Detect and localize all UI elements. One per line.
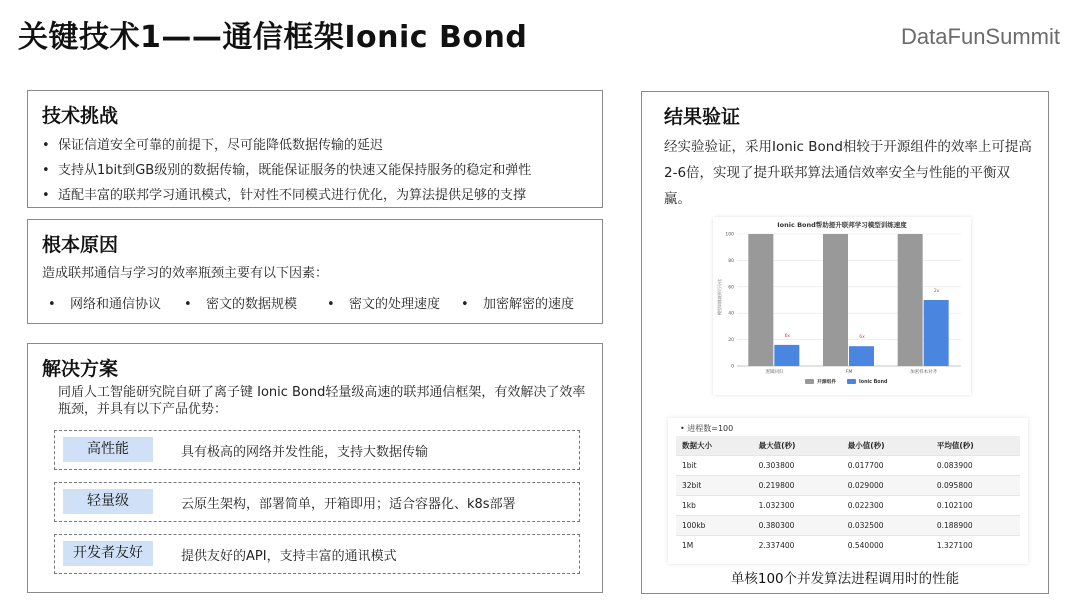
solution-panel — [27, 343, 603, 593]
table-cell: 0.022300 — [842, 495, 931, 515]
chart-title: Ionic Bond帮助提升联邦学习模型训练速度 — [777, 221, 907, 229]
speedup-chart-svg — [713, 217, 971, 395]
root-cause-title: 根本原因 — [42, 234, 119, 256]
table-cell: 1kb — [676, 495, 753, 515]
table-caption: 单核100个并发算法进程调用时的性能 — [730, 571, 960, 587]
chart-bar-ionic-bond — [774, 345, 799, 366]
table-cell: 0.095800 — [931, 475, 1020, 495]
solution-title: 解决方案 — [42, 358, 119, 380]
table-cell: 0.102100 — [931, 495, 1020, 515]
table-header-cell: 平均值(秒) — [931, 436, 1020, 455]
table-cell: 0.032500 — [842, 515, 931, 535]
table-header-row — [676, 436, 1020, 455]
table-cell: 1M — [676, 535, 753, 555]
table-header-cell: 最小值(秒) — [842, 436, 931, 455]
table-header-cell: 数据大小 — [676, 436, 753, 455]
challenge-panel — [27, 90, 603, 208]
table-cell: 0.380300 — [753, 515, 842, 535]
feature-tag: 轻量级 — [63, 489, 153, 514]
table-cell: 2.337400 — [753, 535, 842, 555]
root-cause-item: • 密文的处理速度 — [327, 297, 441, 312]
chart-annotation: 6x — [859, 335, 865, 341]
feature-desc: 提供友好的API，支持丰富的通讯模式 — [181, 549, 397, 564]
table-cell: 0.188900 — [931, 515, 1020, 535]
table-cell: 0.303800 — [753, 455, 842, 475]
chart-legend-label: 开源组件 — [817, 380, 837, 385]
chart-y-tick-label: 40 — [728, 311, 734, 317]
chart-annotation: 6x — [784, 333, 791, 339]
chart-bar-open-source — [748, 234, 773, 366]
chart-legend-label: Ionic Bond — [859, 380, 888, 385]
chart-category-label: 加密样本对齐 — [910, 370, 938, 375]
challenge-list — [42, 133, 531, 208]
performance-table-card — [668, 418, 1028, 564]
chart-annotation: 2x — [933, 289, 940, 294]
chart-bar-open-source — [823, 234, 848, 366]
root-cause-intro: 造成联邦通信与学习的效率瓶颈主要有以下因素： — [42, 266, 329, 281]
table-cell: 0.083900 — [931, 455, 1020, 475]
chart-y-tick-label: 100 — [725, 232, 734, 238]
chart-category-label: 逻辑回归 — [765, 370, 784, 375]
feature-desc: 云原生架构，部署简单，开箱即用；适合容器化、k8s部署 — [181, 497, 516, 512]
feature-high-performance — [54, 430, 580, 470]
table-cell: 0.017700 — [842, 455, 931, 475]
root-cause-panel — [27, 219, 603, 324]
feature-lightweight — [54, 482, 580, 522]
table-cell: 32bit — [676, 475, 753, 495]
root-cause-item: • 密文的数据规模 — [184, 297, 298, 312]
speedup-chart — [713, 217, 971, 395]
table-cell: 100kb — [676, 515, 753, 535]
challenge-title: 技术挑战 — [42, 105, 119, 127]
chart-legend-swatch — [805, 379, 814, 384]
table-cell: 0.219800 — [753, 475, 842, 495]
chart-bar-ionic-bond — [849, 346, 874, 366]
feature-tag: 开发者友好 — [63, 541, 153, 566]
chart-y-tick-label: 20 — [728, 338, 734, 344]
root-cause-item: • 加密解密的速度 — [461, 297, 575, 312]
root-cause-list — [48, 293, 574, 312]
feature-tag: 高性能 — [63, 437, 153, 462]
chart-y-tick-label: 80 — [728, 258, 734, 264]
chart-y-tick-label: 0 — [731, 364, 734, 370]
chart-bar-open-source — [898, 234, 923, 366]
table-row — [676, 495, 1020, 515]
challenge-item: • 适配丰富的联邦学习通讯模式，针对性不同模式进行优化，为算法提供足够的支撑 — [42, 183, 531, 208]
result-panel — [641, 91, 1049, 594]
result-text: 经实验验证，采用Ionic Bond相较于开源组件的效率上可提高2-6倍，实现了提升联邦算法通信效率安全与性能的平衡双赢。 — [664, 139, 1032, 207]
feature-developer-friendly — [54, 534, 580, 574]
challenge-item: • 保证信道安全可靠的前提下，尽可能降低数据传输的延迟 — [42, 133, 531, 158]
solution-intro: 同盾人工智能研究院自研了离子键 Ionic Bond轻量级高速的联邦通信框架，有效解决了效率瓶颈，并具有以下产品优势： — [58, 385, 586, 417]
slide-title: 关键技术1——通信框架Ionic Bond — [18, 20, 528, 55]
table-row — [676, 455, 1020, 475]
table-row — [676, 515, 1020, 535]
chart-y-tick-label: 60 — [728, 285, 734, 291]
table-row — [676, 535, 1020, 555]
table-cell: 0.029000 — [842, 475, 931, 495]
brand-logo-text: DataFunSummit — [901, 24, 1060, 49]
chart-legend-swatch — [847, 379, 856, 384]
chart-category-label: FM — [845, 370, 853, 375]
table-note: • 进程数=100 — [680, 424, 734, 433]
chart-y-label: 模型训练耗时百分比 — [717, 279, 722, 315]
root-cause-item: • 网络和通信协议 — [48, 297, 162, 312]
table-cell: 1.327100 — [931, 535, 1020, 555]
chart-bar-ionic-bond — [924, 300, 949, 366]
feature-desc: 具有极高的网络并发性能，支持大数据传输 — [181, 445, 429, 460]
table-row — [676, 475, 1020, 495]
table-cell: 1bit — [676, 455, 753, 475]
table-header-cell: 最大值(秒) — [753, 436, 842, 455]
result-title: 结果验证 — [664, 106, 741, 128]
table-cell: 0.540000 — [842, 535, 931, 555]
performance-table — [676, 436, 1020, 555]
challenge-item: • 支持从1bit到GB级别的数据传输，既能保证服务的快速又能保持服务的稳定和弹性 — [42, 158, 531, 183]
table-cell: 1.032300 — [753, 495, 842, 515]
